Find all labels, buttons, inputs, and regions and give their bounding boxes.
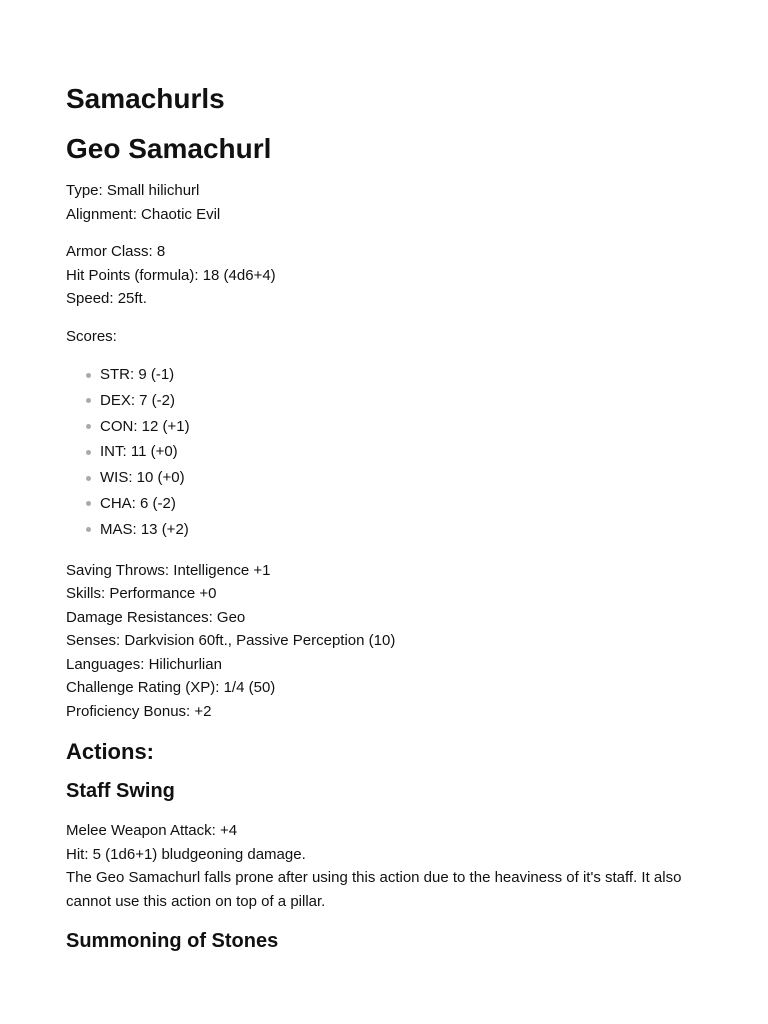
bullet-icon (86, 398, 91, 403)
defense-block (66, 240, 702, 311)
senses-line: Senses: Darkvision 60ft., Passive Perception (10) (66, 632, 396, 650)
score-item-dex (86, 388, 702, 414)
bullet-icon (86, 424, 91, 429)
bullet-icon (86, 501, 91, 506)
proficiency-bonus-line: Proficiency Bonus: +2 (66, 702, 212, 720)
creature-name-heading: Geo Samachurl (66, 133, 272, 164)
score-text: INT: 11 (+0) (100, 443, 178, 461)
score-text: CON: 12 (+1) (100, 417, 190, 435)
bullet-icon (86, 527, 91, 532)
speed-line: Speed: 25ft. (66, 290, 147, 307)
action-text-staff-swing (66, 819, 702, 913)
scores-list (66, 362, 702, 543)
saving-throws-line: Saving Throws: Intelligence +1 (66, 561, 271, 579)
scores-label: Scores: (66, 327, 117, 345)
score-item-int (86, 439, 702, 465)
damage-resistances-line: Damage Resistances: Geo (66, 608, 246, 626)
type-alignment-block (66, 179, 702, 226)
alignment-line: Alignment: Chaotic Evil (66, 205, 221, 223)
score-item-mas (86, 517, 702, 543)
action-line: Hit: 5 (1d6+1) bludgeoning damage. (66, 845, 306, 863)
score-item-cha (86, 491, 702, 517)
score-text: MAS: 13 (+2) (100, 520, 189, 538)
score-item-str (86, 362, 702, 388)
hit-points-line: Hit Points (formula): 18 (4d6+4) (66, 266, 276, 284)
score-item-con (86, 414, 702, 440)
bullet-icon (86, 450, 91, 455)
bullet-icon (86, 373, 91, 378)
skills-line: Skills: Performance +0 (66, 585, 217, 603)
armor-class-line: Armor Class: 8 (66, 243, 166, 260)
score-item-wis (86, 465, 702, 491)
stats-block (66, 559, 702, 724)
action-name-summoning-of-stones: Summoning of Stones (66, 930, 279, 953)
score-text: STR: 9 (-1) (100, 366, 175, 383)
action-line: The Geo Samachurl falls prone after using this action due to the heaviness of it's staff. It also cannot use this action on top of a pillar. (66, 869, 682, 910)
action-line: Melee Weapon Attack: +4 (66, 822, 238, 840)
action-name-staff-swing: Staff Swing (66, 780, 175, 803)
languages-line: Languages: Hilichurlian (66, 655, 222, 673)
score-text: DEX: 7 (-2) (100, 391, 176, 409)
document-title: Samachurls (66, 83, 225, 114)
score-text: CHA: 6 (-2) (100, 494, 176, 512)
challenge-rating-line: Challenge Rating (XP): 1/4 (50) (66, 679, 276, 697)
bullet-icon (86, 476, 91, 481)
type-line: Type: Small hilichurl (66, 182, 200, 199)
score-text: WIS: 10 (+0) (100, 469, 185, 487)
actions-heading: Actions: (66, 739, 154, 765)
